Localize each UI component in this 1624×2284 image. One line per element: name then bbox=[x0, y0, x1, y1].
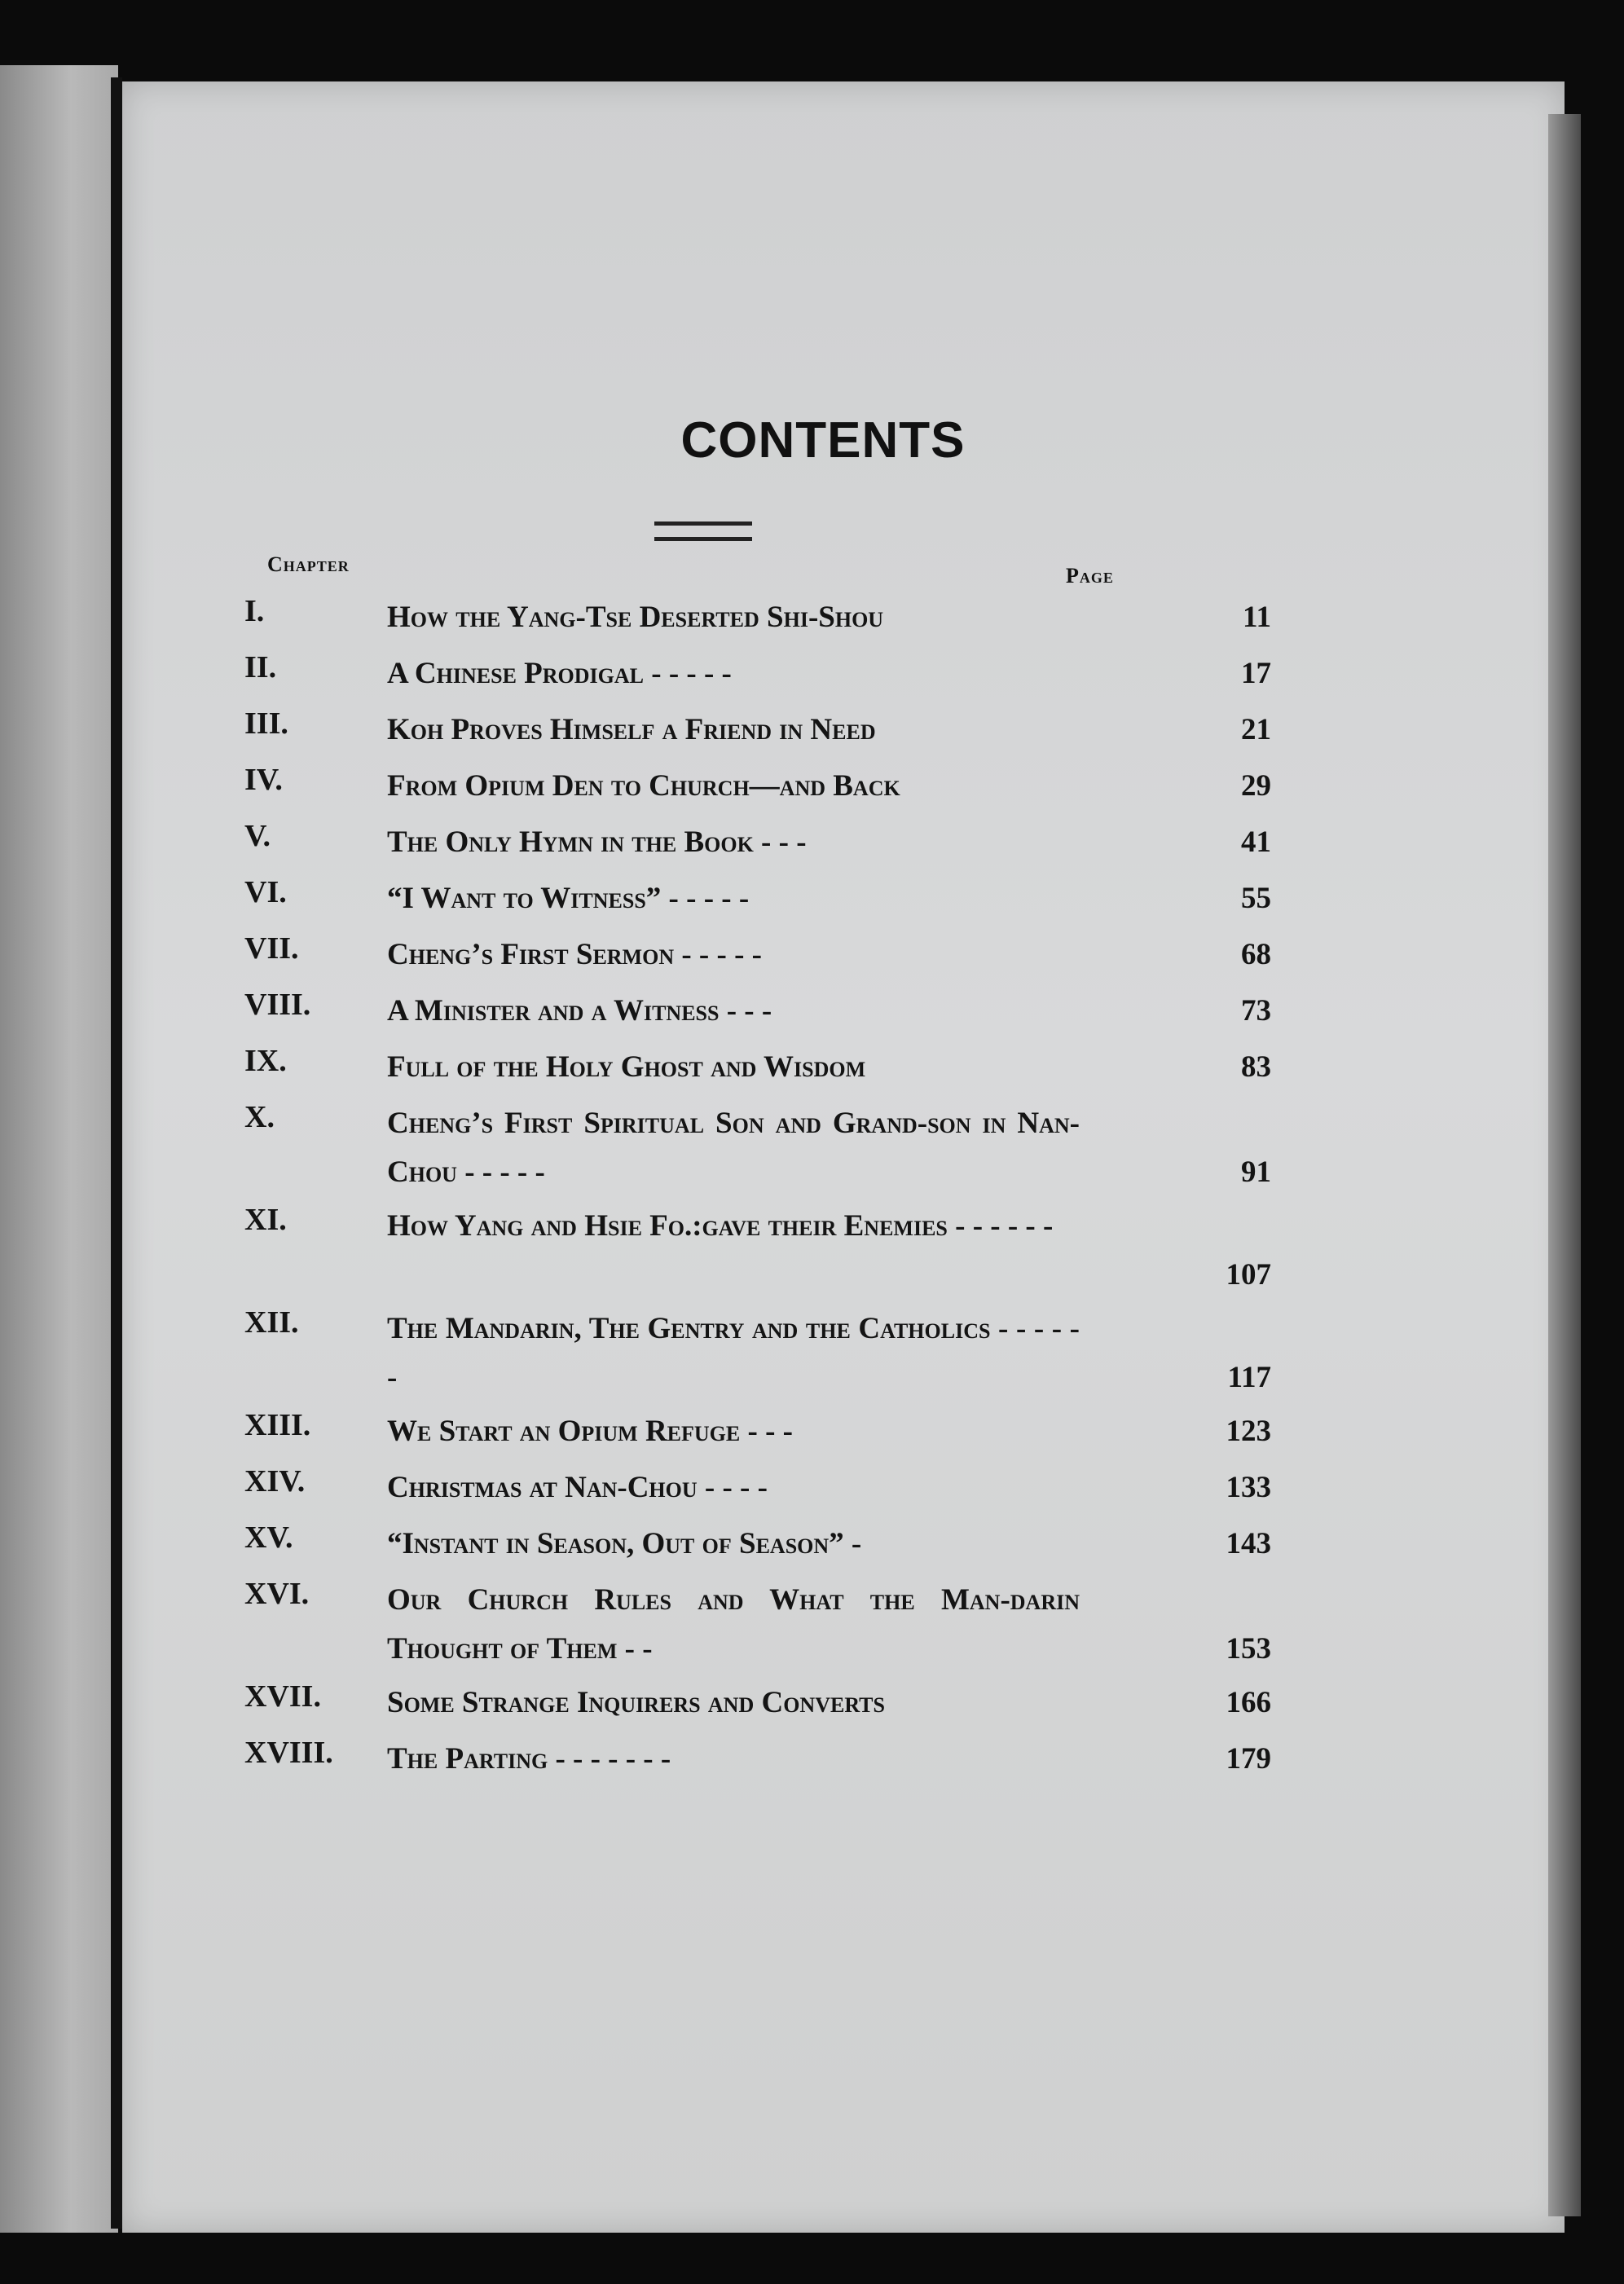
page-number: 55 bbox=[1241, 882, 1271, 915]
chapter-title: Full of the Holy Ghost and Wisdom bbox=[387, 1050, 866, 1084]
page-number: 123 bbox=[1226, 1415, 1271, 1448]
chapter-number: XIII. bbox=[244, 1408, 311, 1442]
page-number: 68 bbox=[1241, 938, 1271, 971]
chapter-number: I. bbox=[244, 594, 265, 628]
page-number: 29 bbox=[1241, 769, 1271, 803]
chapter-number: VI. bbox=[244, 875, 287, 909]
page-number: 143 bbox=[1226, 1527, 1271, 1560]
page-number: 41 bbox=[1241, 825, 1271, 859]
chapter-title: The Only Hymn in the Book - - - bbox=[387, 825, 807, 859]
chapter-title: “I Want to Witness” - - - - - bbox=[387, 882, 750, 915]
chapter-column-heading: Chapter bbox=[267, 552, 350, 576]
page-number: 83 bbox=[1241, 1050, 1271, 1084]
chapter-title: The Mandarin, The Gentry and the Catholics - - - - - - bbox=[387, 1312, 1080, 1394]
page-column-heading: Page bbox=[1066, 564, 1114, 588]
chapter-number: XV. bbox=[244, 1520, 293, 1555]
page-number: 117 bbox=[1227, 1361, 1271, 1394]
page-number: 153 bbox=[1226, 1632, 1271, 1666]
chapter-title: Christmas at Nan-Chou - - - - bbox=[387, 1471, 768, 1504]
chapter-number: XI. bbox=[244, 1203, 287, 1237]
chapter-title: A Minister and a Witness - - - bbox=[387, 994, 772, 1028]
chapter-title: We Start an Opium Refuge - - - bbox=[387, 1415, 793, 1448]
chapter-number: XII. bbox=[244, 1305, 299, 1340]
chapter-title: Cheng’s First Spiritual Son and Grand-son in Nan-Chou - - - - - bbox=[387, 1107, 1080, 1189]
table-of-contents bbox=[122, 81, 1565, 2233]
chapter-number: IV. bbox=[244, 763, 283, 797]
page-number: 21 bbox=[1241, 713, 1271, 746]
chapter-title: Our Church Rules and What the Man-darin Thought of Them - - bbox=[387, 1583, 1080, 1666]
chapter-title: How Yang and Hsie Fo.:gave their Enemies - - - - - - bbox=[387, 1209, 1054, 1243]
chapter-title: The Parting - - - - - - - bbox=[387, 1742, 671, 1776]
chapter-title: “Instant in Season, Out of Season” - bbox=[387, 1527, 862, 1560]
facing-page bbox=[0, 65, 118, 2233]
chapter-number: XVII. bbox=[244, 1679, 321, 1714]
chapter-number: III. bbox=[244, 706, 288, 741]
page-number: 11 bbox=[1243, 601, 1271, 634]
page-title: CONTENTS bbox=[680, 412, 966, 469]
chapter-number: VIII. bbox=[244, 988, 311, 1022]
chapter-number: IX. bbox=[244, 1044, 287, 1078]
chapter-title: From Opium Den to Church—and Back bbox=[387, 769, 900, 803]
page-number: 133 bbox=[1226, 1471, 1271, 1504]
chapter-number: XVI. bbox=[244, 1577, 310, 1611]
page-number: 73 bbox=[1241, 994, 1271, 1028]
chapter-number: XIV. bbox=[244, 1464, 306, 1498]
chapter-title: Koh Proves Himself a Friend in Need bbox=[387, 713, 876, 746]
page-number: 179 bbox=[1226, 1742, 1271, 1776]
chapter-number: X. bbox=[244, 1100, 275, 1134]
chapter-number: II. bbox=[244, 650, 277, 684]
chapter-title: How the Yang-Tse Deserted Shi-Shou bbox=[387, 601, 884, 634]
chapter-title: A Chinese Prodigal - - - - - bbox=[387, 657, 732, 690]
chapter-number: VII. bbox=[244, 931, 299, 966]
chapter-number: V. bbox=[244, 819, 271, 853]
chapter-number: XVIII. bbox=[244, 1736, 333, 1770]
page-number: 91 bbox=[1241, 1155, 1271, 1189]
chapter-title: Some Strange Inquirers and Converts bbox=[387, 1686, 885, 1719]
page-number: 17 bbox=[1241, 657, 1271, 690]
page-number: 166 bbox=[1226, 1686, 1271, 1719]
page-number: 107 bbox=[1226, 1258, 1271, 1292]
chapter-title: Cheng’s First Sermon - - - - - bbox=[387, 938, 762, 971]
book-gutter bbox=[111, 77, 122, 2229]
title-rule bbox=[654, 521, 752, 541]
